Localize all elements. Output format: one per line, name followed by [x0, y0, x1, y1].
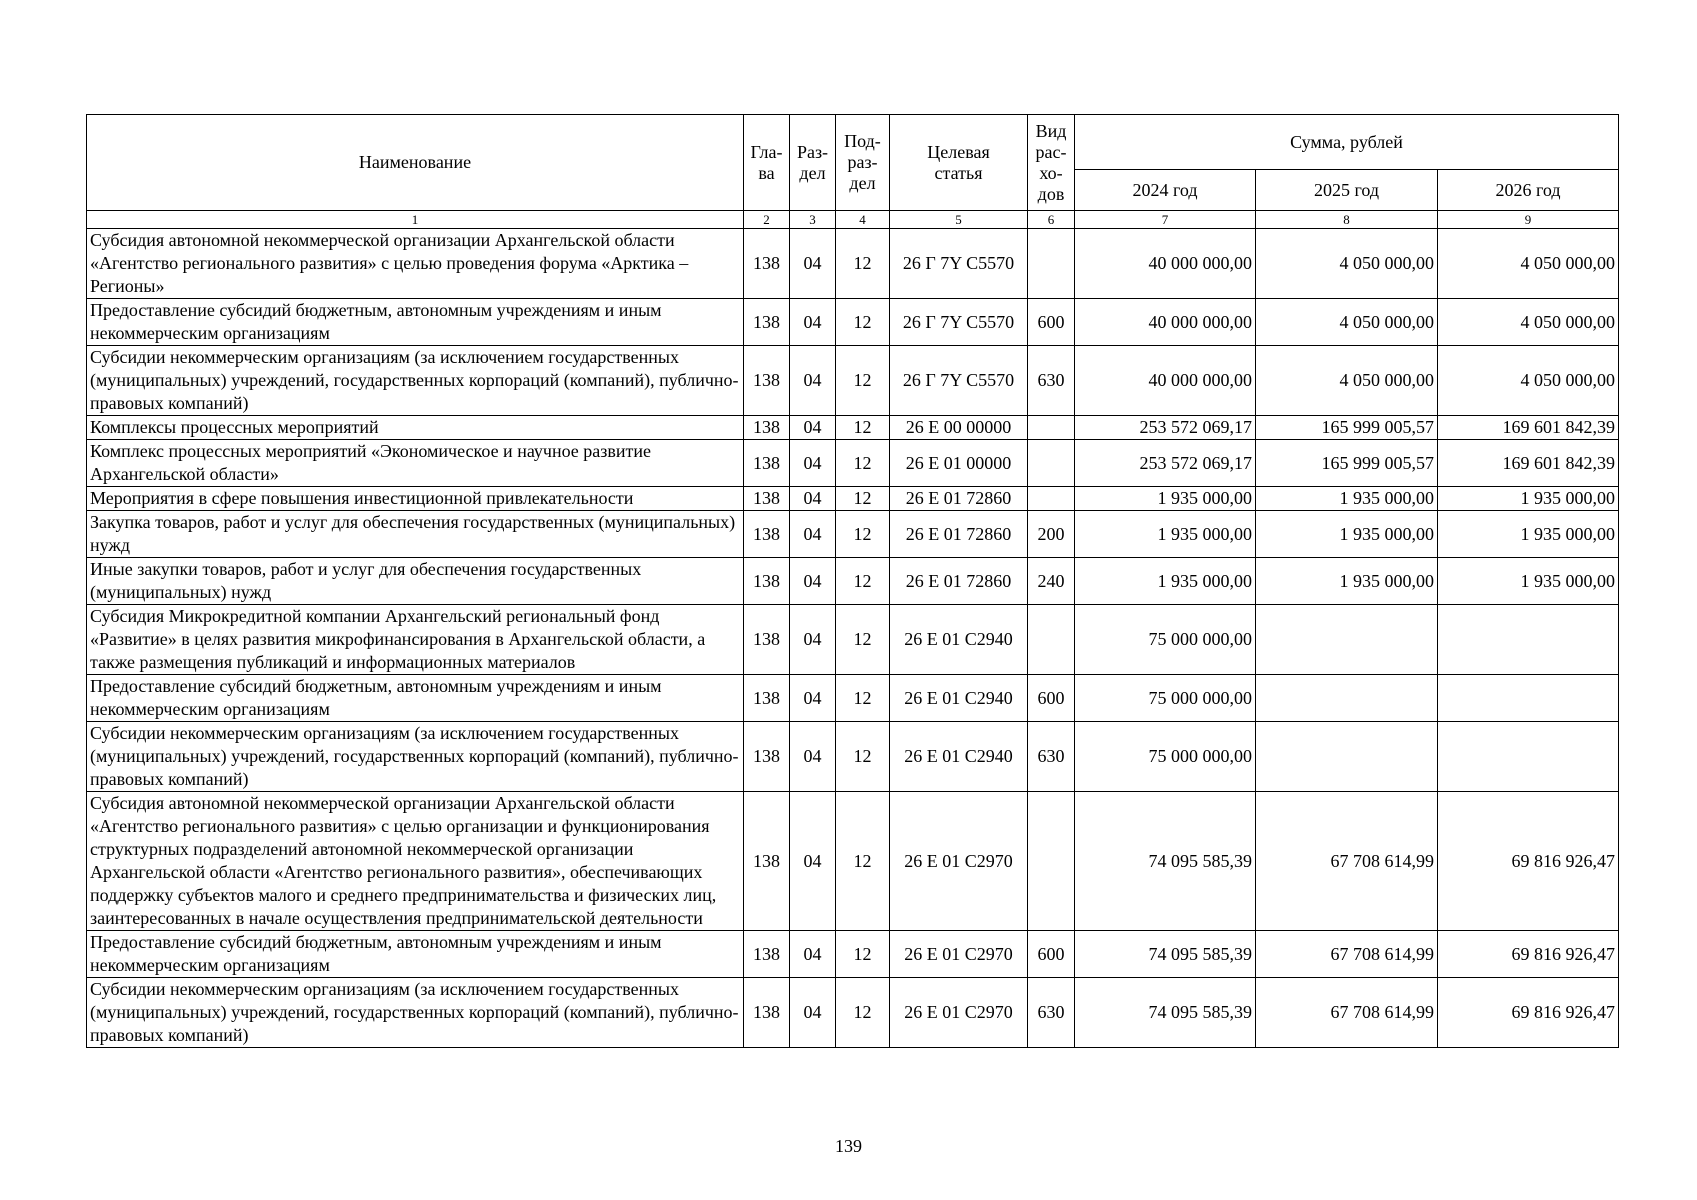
row-expense-type-cell: 200 [1028, 511, 1075, 558]
row-chapter-cell: 138 [744, 346, 790, 416]
row-amount-2025-cell: 1 935 000,00 [1256, 511, 1438, 558]
row-expense-type-cell [1028, 487, 1075, 511]
row-amount-2024-cell: 1 935 000,00 [1075, 511, 1256, 558]
row-name-cell: Комплекс процессных мероприятий «Экономическое и научное развитие Архангельской области» [87, 440, 744, 487]
row-amount-2024-cell: 75 000 000,00 [1075, 605, 1256, 675]
column-number: 8 [1256, 211, 1438, 229]
row-target-cell: 26 Е 01 C2940 [890, 675, 1028, 722]
row-amount-2026-cell: 169 601 842,39 [1438, 416, 1619, 440]
row-amount-2026-cell [1438, 605, 1619, 675]
row-amount-2024-cell: 1 935 000,00 [1075, 487, 1256, 511]
row-amount-2024-cell: 253 572 069,17 [1075, 416, 1256, 440]
row-name-cell: Субсидии некоммерческим организациям (за исключением государственных (муниципальных) учреждений, государственных корпораций (компаний), публично-правовых компаний) [87, 346, 744, 416]
row-chapter-cell: 138 [744, 605, 790, 675]
table-row [87, 511, 1619, 558]
row-subsection-cell: 12 [836, 440, 890, 487]
row-target-cell: 26 Е 01 C2940 [890, 605, 1028, 675]
column-number: 2 [744, 211, 790, 229]
row-name-cell: Субсидия Микрокредитной компании Архангельский региональный фонд «Развитие» в целях развития микрофинансирования в Архангельской области, а также размещения публикаций и информационных материалов [87, 605, 744, 675]
table-row [87, 299, 1619, 346]
header-name: Наименование [87, 115, 744, 211]
row-target-cell: 26 Е 01 00000 [890, 440, 1028, 487]
row-section-cell: 04 [790, 487, 836, 511]
row-chapter-cell: 138 [744, 792, 790, 931]
row-amount-2025-cell: 67 708 614,99 [1256, 978, 1438, 1048]
header-target: Целевая статья [890, 115, 1028, 211]
column-number: 9 [1438, 211, 1619, 229]
row-subsection-cell: 12 [836, 931, 890, 978]
row-amount-2025-cell: 4 050 000,00 [1256, 346, 1438, 416]
header-year-2024: 2024 год [1075, 170, 1256, 211]
column-number: 6 [1028, 211, 1075, 229]
row-subsection-cell: 12 [836, 605, 890, 675]
column-number: 4 [836, 211, 890, 229]
column-number: 7 [1075, 211, 1256, 229]
row-section-cell: 04 [790, 511, 836, 558]
row-name-cell: Предоставление субсидий бюджетным, автономным учреждениям и иным некоммерческим организациям [87, 299, 744, 346]
row-subsection-cell: 12 [836, 346, 890, 416]
row-subsection-cell: 12 [836, 416, 890, 440]
row-expense-type-cell [1028, 229, 1075, 299]
column-number: 1 [87, 211, 744, 229]
row-amount-2025-cell [1256, 722, 1438, 792]
row-subsection-cell: 12 [836, 978, 890, 1048]
row-expense-type-cell: 630 [1028, 978, 1075, 1048]
header-year-2026: 2026 год [1438, 170, 1619, 211]
row-amount-2026-cell: 1 935 000,00 [1438, 558, 1619, 605]
row-amount-2026-cell: 169 601 842,39 [1438, 440, 1619, 487]
row-section-cell: 04 [790, 558, 836, 605]
row-section-cell: 04 [790, 722, 836, 792]
row-amount-2026-cell: 4 050 000,00 [1438, 229, 1619, 299]
row-amount-2024-cell: 253 572 069,17 [1075, 440, 1256, 487]
row-expense-type-cell: 600 [1028, 675, 1075, 722]
header-expense-type: Вид рас- хо- дов [1028, 115, 1075, 211]
row-amount-2026-cell [1438, 675, 1619, 722]
row-name-cell: Комплексы процессных мероприятий [87, 416, 744, 440]
row-section-cell: 04 [790, 792, 836, 931]
row-subsection-cell: 12 [836, 511, 890, 558]
row-chapter-cell: 138 [744, 440, 790, 487]
row-section-cell: 04 [790, 440, 836, 487]
row-section-cell: 04 [790, 416, 836, 440]
table-row [87, 792, 1619, 931]
row-section-cell: 04 [790, 605, 836, 675]
row-expense-type-cell: 240 [1028, 558, 1075, 605]
row-section-cell: 04 [790, 931, 836, 978]
row-amount-2025-cell [1256, 605, 1438, 675]
row-amount-2025-cell [1256, 675, 1438, 722]
row-name-cell: Предоставление субсидий бюджетным, автономным учреждениям и иным некоммерческим организациям [87, 675, 744, 722]
row-name-cell: Субсидии некоммерческим организациям (за исключением государственных (муниципальных) учреждений, государственных корпораций (компаний), публично-правовых компаний) [87, 978, 744, 1048]
row-amount-2024-cell: 74 095 585,39 [1075, 978, 1256, 1048]
row-amount-2025-cell: 67 708 614,99 [1256, 931, 1438, 978]
row-chapter-cell: 138 [744, 722, 790, 792]
table-row [87, 416, 1619, 440]
row-target-cell: 26 Е 01 72860 [890, 558, 1028, 605]
row-expense-type-cell: 600 [1028, 299, 1075, 346]
table-row [87, 605, 1619, 675]
header-section: Раз- дел [790, 115, 836, 211]
row-amount-2024-cell: 75 000 000,00 [1075, 675, 1256, 722]
row-expense-type-cell [1028, 440, 1075, 487]
table-row [87, 346, 1619, 416]
row-amount-2026-cell: 4 050 000,00 [1438, 299, 1619, 346]
row-amount-2024-cell: 75 000 000,00 [1075, 722, 1256, 792]
column-number-row [87, 211, 1619, 229]
row-amount-2025-cell: 165 999 005,57 [1256, 416, 1438, 440]
row-chapter-cell: 138 [744, 675, 790, 722]
row-subsection-cell: 12 [836, 792, 890, 931]
row-expense-type-cell [1028, 605, 1075, 675]
row-amount-2024-cell: 74 095 585,39 [1075, 931, 1256, 978]
row-amount-2024-cell: 40 000 000,00 [1075, 299, 1256, 346]
row-amount-2025-cell: 4 050 000,00 [1256, 299, 1438, 346]
row-target-cell: 26 Г 7Y C5570 [890, 299, 1028, 346]
row-amount-2025-cell: 1 935 000,00 [1256, 558, 1438, 605]
table-row [87, 229, 1619, 299]
table-row [87, 487, 1619, 511]
row-subsection-cell: 12 [836, 675, 890, 722]
table-row [87, 931, 1619, 978]
row-section-cell: 04 [790, 229, 836, 299]
row-chapter-cell: 138 [744, 416, 790, 440]
row-amount-2026-cell: 1 935 000,00 [1438, 511, 1619, 558]
row-expense-type-cell: 630 [1028, 346, 1075, 416]
row-chapter-cell: 138 [744, 487, 790, 511]
row-amount-2024-cell: 1 935 000,00 [1075, 558, 1256, 605]
row-subsection-cell: 12 [836, 299, 890, 346]
column-number: 5 [890, 211, 1028, 229]
table-row [87, 558, 1619, 605]
row-amount-2025-cell: 67 708 614,99 [1256, 792, 1438, 931]
row-amount-2026-cell: 1 935 000,00 [1438, 487, 1619, 511]
row-chapter-cell: 138 [744, 511, 790, 558]
row-amount-2026-cell: 4 050 000,00 [1438, 346, 1619, 416]
row-chapter-cell: 138 [744, 931, 790, 978]
row-target-cell: 26 Е 00 00000 [890, 416, 1028, 440]
row-amount-2025-cell: 165 999 005,57 [1256, 440, 1438, 487]
row-amount-2024-cell: 74 095 585,39 [1075, 792, 1256, 931]
row-subsection-cell: 12 [836, 722, 890, 792]
row-section-cell: 04 [790, 299, 836, 346]
row-section-cell: 04 [790, 978, 836, 1048]
row-subsection-cell: 12 [836, 487, 890, 511]
row-name-cell: Мероприятия в сфере повышения инвестиционной привлекательности [87, 487, 744, 511]
row-amount-2026-cell: 69 816 926,47 [1438, 978, 1619, 1048]
budget-table [86, 114, 1619, 1048]
row-amount-2026-cell [1438, 722, 1619, 792]
table-row [87, 440, 1619, 487]
row-amount-2025-cell: 1 935 000,00 [1256, 487, 1438, 511]
row-amount-2024-cell: 40 000 000,00 [1075, 346, 1256, 416]
row-expense-type-cell [1028, 416, 1075, 440]
row-chapter-cell: 138 [744, 978, 790, 1048]
row-expense-type-cell: 600 [1028, 931, 1075, 978]
row-subsection-cell: 12 [836, 229, 890, 299]
page-number: 139 [835, 1136, 862, 1156]
row-target-cell: 26 Е 01 C2970 [890, 978, 1028, 1048]
row-name-cell: Субсидия автономной некоммерческой организации Архангельской области «Агентство регионального развития» с целью организации и функционирования структурных подразделений автономной некоммерческой организации Архангельской области «Агентство регионального развития», обеспечивающих поддержку субъектов малого и среднего предпринимательства и физических лиц, заинтересованных в начале осуществления предпринимательской деятельности [87, 792, 744, 931]
row-target-cell: 26 Е 01 C2940 [890, 722, 1028, 792]
row-section-cell: 04 [790, 675, 836, 722]
header-chapter: Гла- ва [744, 115, 790, 211]
row-target-cell: 26 Е 01 C2970 [890, 792, 1028, 931]
row-chapter-cell: 138 [744, 229, 790, 299]
column-number: 3 [790, 211, 836, 229]
table-row [87, 722, 1619, 792]
row-amount-2026-cell: 69 816 926,47 [1438, 792, 1619, 931]
row-target-cell: 26 Е 01 72860 [890, 487, 1028, 511]
row-name-cell: Субсидии некоммерческим организациям (за исключением государственных (муниципальных) учреждений, государственных корпораций (компаний), публично-правовых компаний) [87, 722, 744, 792]
row-name-cell: Иные закупки товаров, работ и услуг для обеспечения государственных (муниципальных) нужд [87, 558, 744, 605]
header-subsection: Под- раз- дел [836, 115, 890, 211]
row-chapter-cell: 138 [744, 558, 790, 605]
row-target-cell: 26 Е 01 72860 [890, 511, 1028, 558]
row-amount-2025-cell: 4 050 000,00 [1256, 229, 1438, 299]
header-year-2025: 2025 год [1256, 170, 1438, 211]
row-name-cell: Закупка товаров, работ и услуг для обеспечения государственных (муниципальных) нужд [87, 511, 744, 558]
table-body [87, 211, 1619, 1048]
header-sum: Сумма, рублей [1075, 115, 1619, 170]
table-row [87, 978, 1619, 1048]
row-target-cell: 26 Е 01 C2970 [890, 931, 1028, 978]
table-row [87, 675, 1619, 722]
row-name-cell: Субсидия автономной некоммерческой организации Архангельской области «Агентство регионального развития» с целью проведения форума «Арктика – Регионы» [87, 229, 744, 299]
row-subsection-cell: 12 [836, 558, 890, 605]
row-chapter-cell: 138 [744, 299, 790, 346]
row-target-cell: 26 Г 7Y C5570 [890, 346, 1028, 416]
row-section-cell: 04 [790, 346, 836, 416]
row-amount-2026-cell: 69 816 926,47 [1438, 931, 1619, 978]
row-expense-type-cell [1028, 792, 1075, 931]
row-expense-type-cell: 630 [1028, 722, 1075, 792]
row-target-cell: 26 Г 7Y C5570 [890, 229, 1028, 299]
row-amount-2024-cell: 40 000 000,00 [1075, 229, 1256, 299]
row-name-cell: Предоставление субсидий бюджетным, автономным учреждениям и иным некоммерческим организациям [87, 931, 744, 978]
